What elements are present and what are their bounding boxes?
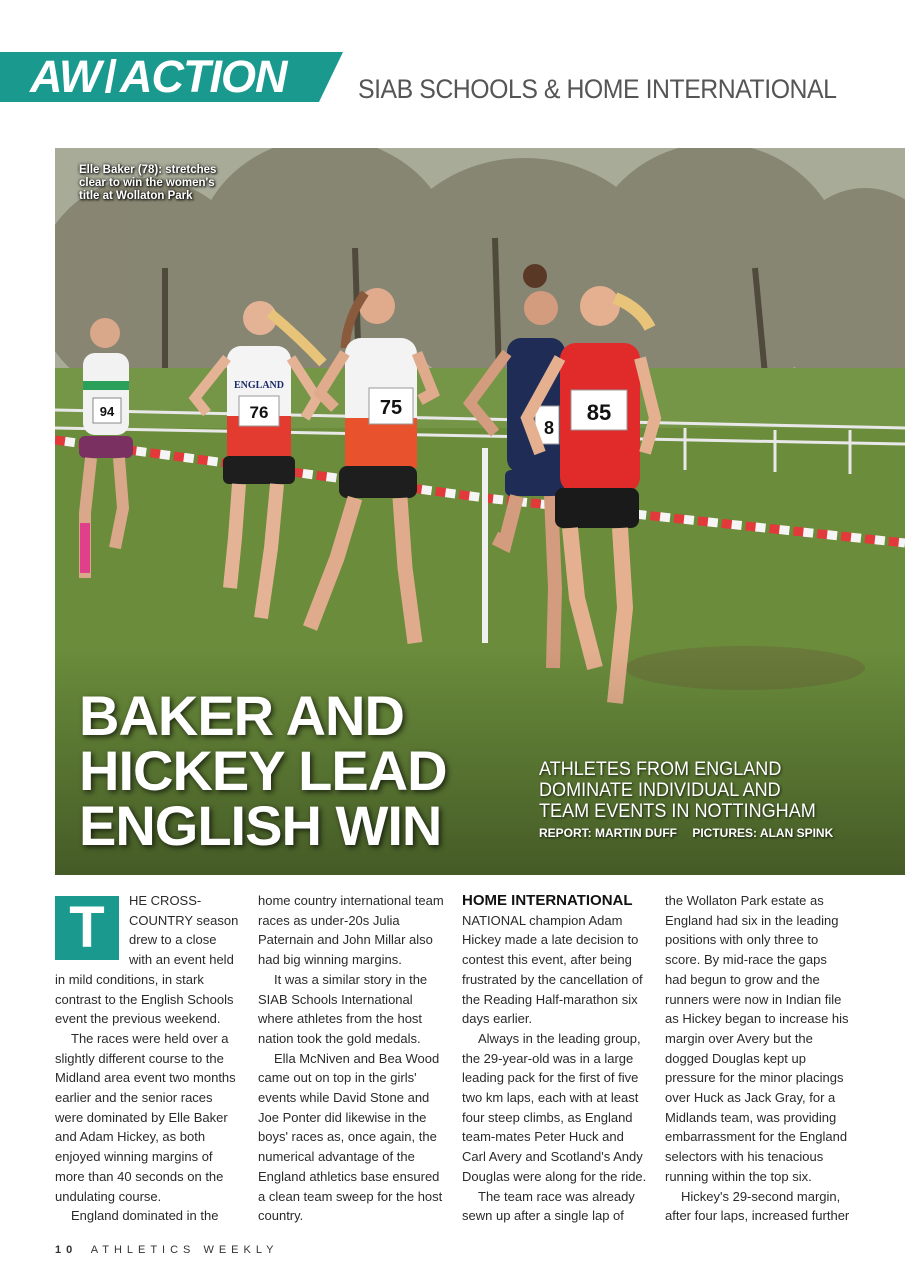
bib-75: 75: [379, 397, 403, 419]
drop-cap: T: [55, 896, 119, 960]
report-credit: REPORT: MARTIN DUFF: [539, 826, 677, 840]
headline-line-2: HICKEY LEAD: [79, 739, 447, 802]
article-column-3: [462, 891, 648, 1226]
paragraph-7: Always in the leading group, the 29-year-old was in a large leading pack for the first of five two km laps, each with at least four steep climbs, as England team-mates Peter Huck and Carl Avery and Scotland's Andy Douglas were along for the ride.: [462, 1030, 647, 1184]
photo-caption: Elle Baker (78): stretches clear to win the women's title at Wollaton Park: [79, 164, 217, 202]
subhead-home-international: HOME INTERNATIONAL: [462, 892, 633, 909]
brand-action: ACTION: [120, 51, 287, 102]
brand-logo: [30, 50, 287, 104]
standfirst-line-3: TEAM EVENTS IN NOTTINGHAM: [539, 801, 816, 822]
section-title: SIAB SCHOOLS & HOME INTERNATIONAL: [358, 74, 837, 104]
brand-slash: /: [104, 51, 117, 102]
paragraph-9: Hickey's 29-second margin, after four laps, increased further: [665, 1188, 850, 1224]
vest-label: ENGLAND: [233, 380, 285, 391]
headline: [79, 684, 549, 857]
publication-name: ATHLETICS WEEKLY: [90, 1244, 279, 1256]
page-footer: [55, 1244, 279, 1256]
bib-94: 94: [99, 404, 115, 419]
bib-85: 85: [586, 400, 612, 425]
paragraph-8-cont: the Wollaton Park estate as England had six in the leading positions with only three to score. By mid-race the gaps had begun to grow and the runners were now in Indian file as Hickey began to increase his margin over Avery but the dogged Douglas kept up pressure for the minor placings over Huck as Jack Gray, for a Midlands team, was providing embarrassment for the England selectors with his tenacious running within the top six.: [665, 893, 849, 1184]
article-column-4: [665, 891, 851, 1226]
paragraph-3-start: England dominated in the: [71, 1208, 219, 1224]
credits: [539, 826, 899, 840]
paragraph-6: NATIONAL champion Adam Hickey made a late decision to contest this event, after being frustrated by the cancellation of the Reading Half-marathon six days earlier.: [462, 912, 643, 1027]
standfirst: [539, 759, 881, 822]
standfirst-line-1: ATHLETES FROM ENGLAND: [539, 759, 782, 780]
brand-aw: AW: [30, 51, 101, 102]
pictures-credit: PICTURES: ALAN SPINK: [692, 826, 834, 840]
paragraph-5: Ella McNiven and Bea Wood came out on top in the girls' events while David Stone and Joe Ponter did likewise in the boys' races as, once again, the numerical advantage of the England athletics base ensured a clean team sweep for the host country.: [258, 1050, 443, 1224]
headline-line-3: ENGLISH WIN: [79, 794, 442, 857]
paragraph-1: T HE CROSS-COUNTRY season drew to a close with an event held in mild conditions, in stark contrast to the English Schools event the previous weekend.: [55, 893, 239, 1027]
standfirst-line-2: DOMINATE INDIVIDUAL AND: [539, 780, 781, 801]
article-column-2: [258, 891, 444, 1226]
hero-photo: [55, 148, 905, 875]
bib-8: 8: [543, 418, 555, 438]
bib-76: 76: [249, 403, 269, 422]
paragraph-3-cont: home country international team races as under-20s Julia Paternain and John Millar also had big winning margins.: [258, 893, 444, 968]
paragraph-2: The races were held over a slightly different course to the Midland area event two months earlier and the senior races were dominated by Elle Baker and Adam Hickey, as both enjoyed winning margins of more than 40 seconds on the undulating course.: [55, 1030, 236, 1204]
article-column-1: [55, 891, 241, 1226]
paragraph-4: It was a similar story in the SIAB Schools International where athletes from the host nation took the gold medals.: [258, 971, 428, 1046]
paragraph-8-start: The team race was already sewn up after a single lap of: [462, 1188, 635, 1224]
page-number: 10: [55, 1244, 78, 1256]
headline-line-1: BAKER AND: [79, 684, 404, 747]
